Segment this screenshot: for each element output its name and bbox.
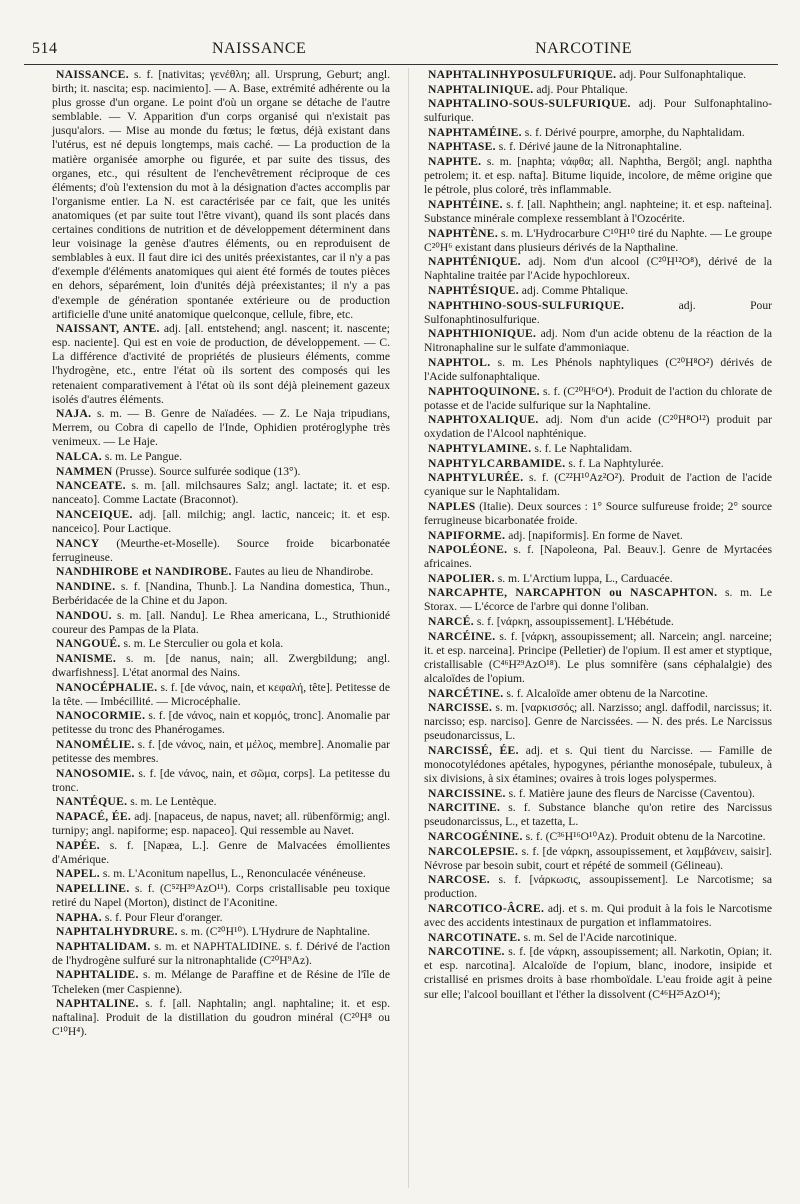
entry-definition: (Meurthe-et-Moselle). Source froide bicarbonatée ferrugineuse. bbox=[52, 536, 390, 564]
column-gutter bbox=[408, 68, 409, 1188]
entry-definition: s. m. [all. milchsaures Salz; angl. lactate; it. et esp. nanceato]. Comme Lactate (Braconnot). bbox=[52, 479, 390, 507]
entry-headword: NAPIFORME. bbox=[428, 528, 506, 542]
entry-headword: NARCAPHTE, NARCAPHTON ou NASCAPHTON. bbox=[428, 586, 718, 600]
entry-headword: NAPHTE. bbox=[428, 155, 482, 169]
entry-headword: NAMMEN bbox=[56, 464, 113, 478]
dictionary-entry bbox=[424, 255, 772, 283]
entry-headword: NARCISSE. bbox=[428, 701, 493, 715]
entry-headword: NARCISSÉ, ÉE. bbox=[428, 743, 519, 757]
dictionary-entry bbox=[52, 68, 390, 322]
entry-headword: NANDHIROBE et NANDIROBE. bbox=[56, 565, 232, 579]
entry-headword: NAPHTYLAMINE. bbox=[428, 441, 532, 455]
entry-headword: NAPHTALINIQUE. bbox=[428, 82, 534, 96]
dictionary-entry bbox=[424, 442, 772, 456]
entry-headword: NANDINE. bbox=[56, 579, 116, 593]
entry-headword: NANTÉQUE. bbox=[56, 795, 128, 809]
dictionary-entry bbox=[424, 284, 772, 298]
entry-definition: s. f. [de νάρκη, assoupissement; all. Narkotin, Opian; it. et esp. narcotina]. Alcaloïde de l'opium, blanc, inodore, insipide et cristallisé en prismes droits à base rhomboïdale. L'eau froide agit à peine sur elle; l'alcool bouillant et l'éther la dissolvent (C⁴⁶H²⁵AzO¹⁴); bbox=[424, 945, 772, 1001]
entry-definition: s. m. L'Aconitum napellus, L., Renonculacée vénéneuse. bbox=[100, 867, 366, 881]
entry-headword: NARCISSINE. bbox=[428, 786, 506, 800]
dictionary-entry bbox=[52, 681, 390, 709]
dictionary-entry bbox=[52, 652, 390, 680]
dictionary-entry bbox=[424, 902, 772, 930]
entry-definition: s. f. (C³⁶H¹⁶O¹⁰Az). Produit obtenu de la Narcotine. bbox=[522, 829, 766, 843]
dictionary-entry bbox=[52, 609, 390, 637]
entry-headword: NANOCÉPHALIE. bbox=[56, 680, 158, 694]
dictionary-entry bbox=[52, 925, 390, 939]
dictionary-entry bbox=[424, 830, 772, 844]
dictionary-entry bbox=[424, 385, 772, 413]
entry-definition: adj. et s. m. Qui produit à la fois le Narcotisme avec des accidents intestinaux de purgation et inflammatoires. bbox=[424, 901, 772, 930]
entry-definition: adj. Pour Sulfonaphtalique. bbox=[616, 68, 747, 81]
entry-headword: NAPHA. bbox=[56, 910, 102, 924]
entry-headword: NAPHTALHYDRURE. bbox=[56, 925, 178, 939]
dictionary-entry bbox=[52, 465, 390, 479]
entry-headword: NAPHTÈNE. bbox=[428, 226, 499, 240]
entry-definition: s. f. Dérivé jaune de la Nitronaphtaline. bbox=[495, 140, 682, 154]
dictionary-entry bbox=[424, 801, 772, 829]
entry-headword: NAPHTOL. bbox=[428, 355, 491, 369]
entry-definition: s. f. [all. Naphtalin; angl. naphtaline; it. et esp. naftalina]. Produit de la distillation du goudron minéral (C²⁰H⁸ ou C¹⁰H⁴). bbox=[52, 997, 390, 1039]
dictionary-entry bbox=[52, 968, 390, 996]
entry-definition: s. f. [nativitas; γενέθλη; all. Ursprung, Geburt; angl. birth; it. nascita; esp. nacimiento]. — A. Base, extrémité adhérente ou la plus grosse d'un organe. Le point d'où un organe se détache de l'autre semblable. — V. Apparition d'un corps organisé qui n'existait pas jusqu'alors. — Mise au monde du fœtus; le fœtus, déjà existant dans l'utérus, est né depuis longtemps, mais caché. — La production de la matière organisée amorphe ou figurée, et par suite des tissus, des organes, etc., qui résultent de l'enchevêtrement réciproque de ces éléments; d'où l'extension du mot à la désignation d'actes accomplis par l'organisme entier. La N. est caractérisée par ce fait, que les unités anatomiques (et par suite tout l'être vivant), quand ils sont placés dans certaines conditions de nutrition et de développement déterminent dans leur voisinage la genèse d'autres éléments, ou en reproduisent de semblables à eux. Il faut dire ici des unités préexistantes, car il n'y a pas d'exemple d'éléments anatomiques qui aient été formés de toutes pièces en dehors, séparément, loin d'unités déjà préexistantes; il n'y a pas d'exemple de génération spontanée extérieure ou de production artificielle d'une unité anatomique quelconque, cellule, fibre, etc. bbox=[52, 68, 390, 321]
entry-definition: adj. Nom d'un acide (C²⁰H⁸O¹²) produit par oxydation de l'Alcool naphténique. bbox=[424, 413, 772, 441]
dictionary-entry bbox=[52, 738, 390, 766]
dictionary-entry bbox=[424, 586, 772, 614]
dictionary-entry bbox=[52, 940, 390, 968]
entry-headword: NANCEIQUE. bbox=[56, 507, 133, 521]
entry-headword: NAPÉE. bbox=[56, 838, 100, 852]
entry-definition: s. m. L'Arctium luppa, L., Carduacée. bbox=[494, 571, 673, 585]
dictionary-entry bbox=[424, 701, 772, 743]
dictionary-entry bbox=[52, 767, 390, 795]
dictionary-entry bbox=[424, 299, 772, 327]
entry-headword: NALCA. bbox=[56, 450, 102, 464]
entry-headword: NARCOLEPSIE. bbox=[428, 844, 519, 858]
entry-definition: s. m. [de nanus, nain; all. Zwergbildung; angl. dwarfishness]. L'état anormal des Nains. bbox=[52, 651, 390, 679]
entry-headword: NAPHTAMÉINE. bbox=[428, 125, 522, 139]
dictionary-entry bbox=[424, 787, 772, 801]
entry-headword: NARCOTINATE. bbox=[428, 930, 521, 944]
entry-headword: NAPHTÉSIQUE. bbox=[428, 283, 519, 297]
entry-headword: NAPHTHIONIQUE. bbox=[428, 327, 537, 341]
left-column bbox=[52, 68, 390, 1040]
dictionary-entry bbox=[424, 68, 772, 82]
dictionary-entry bbox=[52, 911, 390, 925]
dictionary-entry bbox=[424, 529, 772, 543]
entry-definition: s. f. [Nandina, Thunb.]. La Nandina domestica, Thun., Berbéridacée de la Chine et du Japon. bbox=[52, 579, 390, 607]
entry-definition: s. m. Le Sterculier ou gola et kola. bbox=[120, 637, 284, 651]
entry-definition: s. f. Substance blanche qu'on retire des Narcissus pseudonarcissus, L., et tazetta, L. bbox=[424, 801, 772, 829]
header-rule bbox=[24, 64, 778, 65]
entry-headword: NANGOUÉ. bbox=[56, 637, 121, 651]
entry-definition: adj. [napaceus, de napus, navet; all. rübenförmig; angl. turnipy; angl. napiforme; esp. napaceo]. Qui ressemble au Navet. bbox=[52, 809, 391, 837]
dictionary-entry bbox=[52, 479, 390, 507]
entry-headword: NAPHTALINO-SOUS-SULFURIQUE. bbox=[428, 97, 631, 111]
entry-definition: s. m. L'Hydrocarbure C¹⁰H¹⁰ tiré du Naphte. — Le groupe C²⁰H⁶ existant dans plusieurs dérivés de la Napthaline. bbox=[424, 226, 772, 254]
dictionary-entry bbox=[52, 450, 390, 464]
entry-definition: adj. Pour Sulfonaphtinosulfurique. bbox=[424, 298, 772, 326]
dictionary-entry bbox=[424, 97, 772, 125]
entry-headword: NARCÉ. bbox=[428, 615, 474, 629]
entry-definition: s. m. [all. Nandu]. Le Rhea americana, L., Struthionidé coureur des Pampas de la Plata. bbox=[52, 608, 390, 636]
dictionary-entry bbox=[424, 931, 772, 945]
dictionary-entry bbox=[52, 997, 390, 1039]
entry-headword: NAPHTALIDE. bbox=[56, 968, 139, 982]
entry-definition: (Prusse). Source sulfurée sodique (13°). bbox=[112, 464, 301, 478]
dictionary-entry bbox=[424, 543, 772, 571]
entry-definition: s. f. [Napoleona, Pal. Beauv.]. Genre de Myrtacées africaines. bbox=[424, 543, 772, 571]
entry-definition: s. m. et NAPHTALIDINE. s. f. Dérivé de l'action de l'hydrogène sulfuré sur la nitronaphtalide (C²⁰H⁹Az). bbox=[52, 939, 390, 967]
dictionary-entry bbox=[424, 126, 772, 140]
dictionary-entry bbox=[52, 580, 390, 608]
entry-definition: s. f. La Naphtylurée. bbox=[565, 456, 664, 470]
entry-headword: NAPHTYLCARBAMIDE. bbox=[428, 456, 566, 470]
entry-definition: s. m. Sel de l'Acide narcotinique. bbox=[520, 930, 677, 944]
running-header bbox=[22, 36, 780, 60]
entry-headword: NAPHTOXALIQUE. bbox=[428, 413, 539, 427]
entry-headword: NARCÉTINE. bbox=[428, 686, 504, 700]
dictionary-entry bbox=[52, 867, 390, 881]
entry-headword: NANISME. bbox=[56, 651, 117, 665]
dictionary-entry bbox=[424, 140, 772, 154]
entry-definition: s. f. [de νάνος, nain et κορμός, tronc]. Anomalie par petitesse du tronc des Phanérogames. bbox=[52, 709, 390, 737]
entry-definition: s. f. Le Naphtalidam. bbox=[531, 441, 633, 455]
entry-definition: s. f. Matière jaune des fleurs de Narcisse (Caventou). bbox=[505, 786, 755, 800]
entry-definition: adj. [all. milchig; angl. lactic, nanceic; it. et esp. nanceico]. Pour Lactique. bbox=[52, 507, 390, 535]
dictionary-entry bbox=[424, 615, 772, 629]
entry-definition: s. f. [νάρκη, assoupissement; all. Narcein; angl. narceine; it. et esp. narceina]. Principe (Pelletier) de l'opium. Il est amer et styptique, cristallisable (C⁴⁶H²⁹AzO¹⁸). Le plus somnifère (sans céphalalgie) des alcaloïdes de l'opium. bbox=[424, 629, 772, 685]
entry-headword: NAPHTASE. bbox=[428, 140, 496, 154]
entry-definition: s. f. (C²²H¹⁰Az²O²). Produit de l'action de l'acide cyanique sur le Naphtalidam. bbox=[424, 471, 772, 499]
entry-definition: s. m. Mélange de Paraffine et de Résine de l'île de Tcheleken (mer Caspienne). bbox=[52, 968, 390, 996]
entry-headword: NAPHTALINE. bbox=[56, 997, 139, 1011]
entry-headword: NANDOU. bbox=[56, 608, 112, 622]
entry-definition: (Italie). Deux sources : 1° Source sulfureuse froide; 2° source ferrugineuse bicarbonatée froide. bbox=[424, 499, 772, 527]
dictionary-entry bbox=[424, 845, 772, 873]
entry-definition: s. f. Pour Fleur d'oranger. bbox=[101, 910, 223, 924]
dictionary-entry bbox=[424, 413, 772, 441]
entry-definition: s. f. [νάρκωσις, assoupissement]. Le Narcotisme; sa production. bbox=[424, 873, 772, 901]
entry-headword: NAPHTOQUINONE. bbox=[428, 384, 540, 398]
entry-headword: NAPOLÉONE. bbox=[428, 543, 508, 557]
entry-definition: s. m. Le Lentèque. bbox=[127, 795, 217, 809]
dictionary-entry bbox=[52, 508, 390, 536]
dictionary-entry bbox=[52, 839, 390, 867]
entry-definition: adj. Nom d'un acide obtenu de la réaction de la Nitronaphaline sur le sulfate d'ammoniaque. bbox=[424, 327, 772, 355]
dictionary-entry bbox=[424, 83, 772, 97]
dictionary-entry bbox=[52, 637, 390, 651]
dictionary-entry bbox=[52, 709, 390, 737]
dictionary-entry bbox=[424, 457, 772, 471]
entry-definition: s. f. (C²⁰H⁶O⁴). Produit de l'action du chlorate de potasse et de l'acide sulfurique sur la Naphtaline. bbox=[424, 384, 772, 412]
entry-headword: NANCY bbox=[56, 536, 100, 550]
entry-headword: NANOSOMIE. bbox=[56, 766, 135, 780]
dictionary-entry bbox=[424, 198, 772, 226]
entry-headword: NAPOLIER. bbox=[428, 571, 495, 585]
dictionary-entry bbox=[52, 795, 390, 809]
entry-headword: NAISSANT, ANTE. bbox=[56, 322, 160, 336]
entry-headword: NAPHTHINO-SOUS-SULFURIQUE. bbox=[428, 298, 625, 312]
dictionary-entry bbox=[52, 407, 390, 449]
header-first-word: NAISSANCE bbox=[212, 40, 307, 57]
dictionary-entry bbox=[424, 327, 772, 355]
entry-headword: NAPHTALIDAM. bbox=[56, 939, 151, 953]
entry-headword: NANCEATE. bbox=[56, 479, 126, 493]
entry-headword: NARCOGÉNINE. bbox=[428, 829, 523, 843]
entry-headword: NAPACÉ, ÉE. bbox=[56, 809, 132, 823]
entry-definition: s. f. [de νάνος, nain, et μέλος, membre]. Anomalie par petitesse des membres. bbox=[52, 737, 390, 765]
dictionary-entry bbox=[424, 227, 772, 255]
entry-headword: NARCITINE. bbox=[428, 801, 501, 815]
entry-headword: NAPELLINE. bbox=[56, 881, 130, 895]
entry-headword: NARCOTICO-ÂCRE. bbox=[428, 901, 545, 915]
entry-definition: s. f. Alcaloïde amer obtenu de la Narcotine. bbox=[503, 686, 708, 700]
dictionary-entry bbox=[52, 882, 390, 910]
entry-definition: s. f. [de νάνος, nain, et σῶμα, corps]. La petitesse du tronc. bbox=[52, 766, 390, 794]
entry-definition: Fautes au lieu de Nhandirobe. bbox=[231, 565, 374, 579]
dictionary-entry bbox=[424, 500, 772, 528]
entry-definition: s. f. [νάρκη, assoupissement]. L'Hébétude. bbox=[473, 615, 674, 629]
entry-definition: s. f. [all. Naphthein; angl. naphteine; it. et esp. nafteina]. Substance minérale complexe ressemblant à l'Ozocérite. bbox=[424, 197, 772, 225]
dictionary-entry bbox=[52, 537, 390, 565]
dictionary-entry bbox=[424, 356, 772, 384]
entry-definition: s. m. Le Pangue. bbox=[101, 450, 183, 464]
entry-headword: NAPHTYLURÉE. bbox=[428, 471, 524, 485]
entry-headword: NAPHTÉNIQUE. bbox=[428, 255, 521, 269]
entry-definition: adj. Comme Phtalique. bbox=[518, 283, 629, 297]
entry-definition: s. m. Le Storax. — L'écorce de l'arbre qui donne l'oliban. bbox=[424, 586, 773, 614]
entry-headword: NANOMÉLIE. bbox=[56, 737, 135, 751]
entry-definition: s. m. [naphta; νάφθα; all. Naphtha, Bergöl; angl. naphtha petrolem; it. et esp. nafta]. Bitume liquide, incolore, de même origine que le pétrole, plus coloré, très inflammable. bbox=[424, 155, 772, 197]
entry-definition: s. f. Dérivé pourpre, amorphe, du Naphtalidam. bbox=[521, 125, 745, 139]
entry-headword: NARCOTINE. bbox=[428, 945, 505, 959]
dictionary-entry bbox=[52, 322, 390, 407]
dictionary-entry bbox=[424, 744, 772, 786]
right-column bbox=[424, 68, 772, 1002]
dictionary-entry bbox=[52, 810, 390, 838]
page-number: 514 bbox=[32, 40, 58, 57]
entry-definition: adj. [all. entstehend; angl. nascent; it. nascente; esp. naciente]. Qui est en voie de production, de développement. — C. La différence d'activité de propriétés de plusieurs éléments, comme l'hydrogène, etc., entre l'état où ils sortent des composés qui les retenaient comparativement à l'état où ils sont déjà pleinement gazeux isolés d'autres éléments. bbox=[52, 322, 390, 406]
dictionary-entry bbox=[424, 945, 772, 1001]
entry-definition: s. m. (C²⁰H¹⁰). L'Hydrure de Naphtaline. bbox=[177, 925, 371, 939]
dictionary-entry bbox=[424, 572, 772, 586]
entry-headword: NAISSANCE. bbox=[56, 68, 129, 81]
dictionary-entry bbox=[424, 471, 772, 499]
entry-definition: s. m. [ναρκισσός; all. Narzisso; angl. daffodil, narcissus; it. narcisso; esp. narciso]. Genre de Narcissées. — N. des prés. Le Narcissus pseudonarcissus, L. bbox=[424, 701, 772, 743]
entry-headword: NAPHTÉINE. bbox=[428, 197, 503, 211]
dictionary-entry bbox=[424, 155, 772, 197]
entry-definition: adj. Pour Phtalique. bbox=[533, 82, 628, 96]
entry-definition: s. f. [Napæa, L.]. Genre de Malvacées émollientes d'Amérique. bbox=[52, 838, 390, 866]
entry-definition: s. f. [de νάνος, nain, et κεφαλή, tête]. Petitesse de la tête. — Imbécillité. — Microcéphalie. bbox=[52, 680, 390, 708]
entry-definition: s. m. Les Phénols naphtyliques (C²⁰H⁸O²) dérivés de l'Acide sulfonaphtalique. bbox=[424, 355, 772, 383]
dictionary-entry bbox=[424, 873, 772, 901]
header-last-word: NARCOTINE bbox=[535, 40, 632, 57]
entry-definition: s. m. — B. Genre de Naïadées. — Z. Le Naja tripudians, Merrem, ou Cobra di capello de l'Inde, Ophidien protéroglyphe très venimeux. — Le Haje. bbox=[52, 407, 390, 449]
entry-definition: adj. Pour Sulfonaphtalino-sulfurique. bbox=[424, 97, 772, 125]
dictionary-entry bbox=[424, 630, 772, 686]
entry-headword: NAPLES bbox=[428, 499, 476, 513]
dictionary-entry bbox=[52, 565, 390, 579]
entry-headword: NARCOSE. bbox=[428, 873, 490, 887]
entry-definition: s. f. (C⁵²H³⁹AzO¹¹). Corps cristallisable peu toxique retiré du Napel (Morton), distinct de l'Aconitine. bbox=[52, 881, 390, 909]
entry-headword: NAPHTALINHYPOSULFURIQUE. bbox=[428, 68, 617, 81]
entry-headword: NAJA. bbox=[56, 407, 92, 421]
entry-headword: NAPEL. bbox=[56, 867, 100, 881]
entry-definition: s. f. [de νάρκη, assoupissement, et λαμβάνειν, saisir]. Névrose par besoin subit, court et répété de sommeil (Gélineau). bbox=[424, 844, 772, 872]
entry-headword: NANOCORMIE. bbox=[56, 709, 146, 723]
entry-definition: adj. et s. Qui tient du Narcisse. — Famille de monocotylédones apétales, hypogynes, périanthe monosépale, tubuleux, à six divisions, à six étamines; ovaires à trois loges polyspermes. bbox=[424, 743, 772, 786]
dictionary-entry bbox=[424, 687, 772, 701]
entry-definition: adj. [napiformis]. En forme de Navet. bbox=[505, 528, 683, 542]
entry-definition: adj. Nom d'un alcool (C²⁰H¹²O⁸), dérivé de la Naphtaline traitée par l'Acide hypochloreux. bbox=[424, 255, 772, 283]
entry-headword: NARCÉINE. bbox=[428, 629, 496, 643]
